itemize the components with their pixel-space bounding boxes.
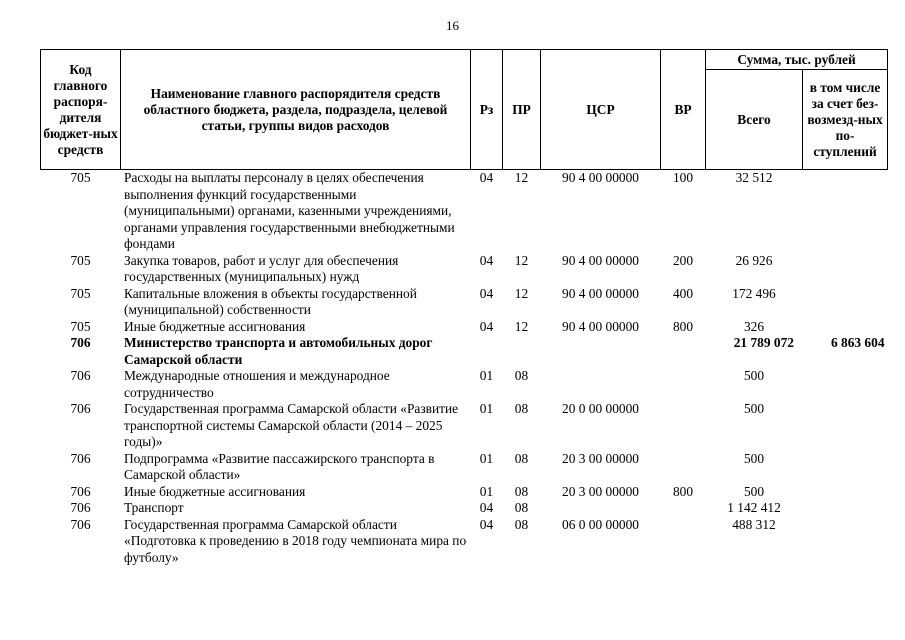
header-free: в том числе за счет без-возмезд-ных по-ступлений [803, 70, 888, 170]
row-rz: 04 [479, 252, 494, 268]
row-code: 706 [70, 368, 91, 383]
row-total: 326 [743, 318, 765, 334]
row-csr [541, 500, 661, 517]
row-vr: 100 [672, 170, 694, 185]
row-name: Иные бюджетные ассигнования [124, 318, 306, 334]
row-rz: 01 [479, 450, 494, 466]
header-rz: Рз [471, 50, 503, 170]
table-row [41, 401, 888, 451]
row-pr: 08 [514, 401, 529, 416]
row-free [803, 484, 888, 501]
row-code: 705 [70, 285, 91, 301]
row-free [803, 500, 888, 517]
row-rz: 04 [479, 318, 494, 334]
row-rz: 04 [479, 516, 494, 532]
row-total: 500 [743, 450, 765, 466]
row-vr: 800 [672, 318, 694, 334]
table-row [41, 500, 888, 517]
row-csr [541, 368, 661, 401]
header-sum-group: Сумма, тыс. рублей [706, 50, 888, 70]
row-csr: 90 4 00 00000 [562, 170, 639, 185]
row-csr: 06 0 00 00000 [562, 516, 639, 532]
header-total: Всего [706, 70, 803, 170]
table-row [41, 484, 888, 501]
row-free: 6 863 604 [830, 335, 885, 350]
row-rz: 01 [479, 483, 494, 499]
row-code: 706 [70, 450, 91, 466]
row-pr: 08 [514, 516, 529, 532]
header-code: Код главного распоря-дителя бюджет-ных средств [41, 50, 121, 170]
row-free [803, 253, 888, 286]
row-csr: 20 3 00 00000 [562, 483, 639, 499]
table-row [41, 286, 888, 319]
page-number: 16 [446, 18, 459, 33]
row-name: Государственная программа Самарской области «Развитие транспортной системы Самарской области (2014 – 2025 годы)» [124, 401, 459, 449]
budget-table [40, 49, 888, 566]
row-rz: 04 [479, 285, 494, 301]
row-free [803, 401, 888, 451]
header-pr: ПР [503, 50, 541, 170]
header-name: Наименование главного распорядителя средств областного бюджета, раздела, подраздела, целевой статьи, группы видов расходов [121, 50, 471, 170]
row-total: 500 [743, 401, 765, 416]
row-pr: 08 [514, 368, 529, 383]
row-vr: 800 [672, 483, 694, 499]
row-total: 1 142 412 [727, 500, 781, 515]
row-code: 706 [70, 483, 91, 499]
row-csr: 90 4 00 00000 [562, 285, 639, 301]
row-total: 21 789 072 [733, 335, 794, 350]
row-name: Расходы на выплаты персоналу в целях обеспечения выполнения функций государственными (муниципальными) органами, казенными учреждениями, органами управления государственными внебюджетными фондами [124, 170, 455, 251]
row-vr [661, 451, 706, 484]
row-vr [661, 401, 706, 451]
row-pr: 12 [514, 318, 529, 334]
row-rz [471, 335, 503, 368]
row-free [803, 368, 888, 401]
row-pr [503, 335, 541, 368]
row-free [803, 451, 888, 484]
table-row [41, 368, 888, 401]
row-csr: 20 3 00 00000 [562, 450, 639, 466]
row-code: 706 [70, 335, 91, 350]
row-name: Государственная программа Самарской области «Подготовка к проведению в 2018 году чемпионата мира по футболу» [124, 516, 467, 565]
row-vr [661, 500, 706, 517]
row-pr: 08 [514, 450, 529, 466]
row-vr: 400 [672, 285, 694, 301]
row-total: 488 312 [732, 516, 776, 532]
row-pr: 08 [514, 483, 529, 499]
row-code: 706 [70, 401, 91, 416]
row-vr [661, 335, 706, 368]
row-name: Министерство транспорта и автомобильных дорог Самарской области [124, 335, 433, 367]
table-body [41, 170, 888, 567]
row-rz: 04 [479, 170, 494, 185]
row-free [803, 319, 888, 336]
row-free [803, 517, 888, 567]
row-free [803, 286, 888, 319]
table-row [41, 253, 888, 286]
table-row [41, 170, 888, 253]
row-code: 706 [70, 516, 91, 532]
table-row [41, 517, 888, 567]
row-csr: 20 0 00 00000 [562, 401, 639, 416]
row-code: 705 [70, 318, 91, 334]
table-row [41, 335, 888, 368]
table-row [41, 319, 888, 336]
row-name: Иные бюджетные ассигнования [124, 483, 306, 499]
row-vr: 200 [672, 252, 694, 268]
table-row [41, 451, 888, 484]
row-code: 705 [70, 252, 91, 268]
row-pr: 12 [514, 170, 529, 185]
row-total: 500 [743, 368, 765, 383]
row-code: 706 [70, 500, 91, 515]
row-total: 500 [743, 483, 765, 499]
row-vr [661, 368, 706, 401]
header-csr: ЦСР [541, 50, 661, 170]
header-vr: ВР [661, 50, 706, 170]
row-pr: 08 [514, 500, 529, 515]
row-total: 26 926 [735, 252, 773, 268]
row-name: Подпрограмма «Развитие пассажирского транспорта в Самарской области» [124, 450, 435, 482]
row-name: Капитальные вложения в объекты государственной (муниципальной) собственности [124, 285, 417, 317]
row-total: 172 496 [732, 285, 776, 301]
row-total: 32 512 [735, 170, 773, 185]
row-csr [541, 335, 661, 368]
row-rz: 04 [479, 500, 494, 515]
row-rz: 01 [479, 368, 494, 383]
row-name: Транспорт [124, 500, 184, 515]
row-rz: 01 [479, 401, 494, 416]
row-pr: 12 [514, 252, 529, 268]
row-csr: 90 4 00 00000 [562, 318, 639, 334]
row-pr: 12 [514, 285, 529, 301]
row-name: Международные отношения и международное сотрудничество [124, 368, 390, 400]
row-vr [661, 517, 706, 567]
row-code: 705 [70, 170, 91, 185]
row-name: Закупка товаров, работ и услуг для обеспечения государственных (муниципальных) нужд [124, 252, 399, 284]
row-csr: 90 4 00 00000 [562, 252, 639, 268]
row-free [803, 170, 888, 253]
